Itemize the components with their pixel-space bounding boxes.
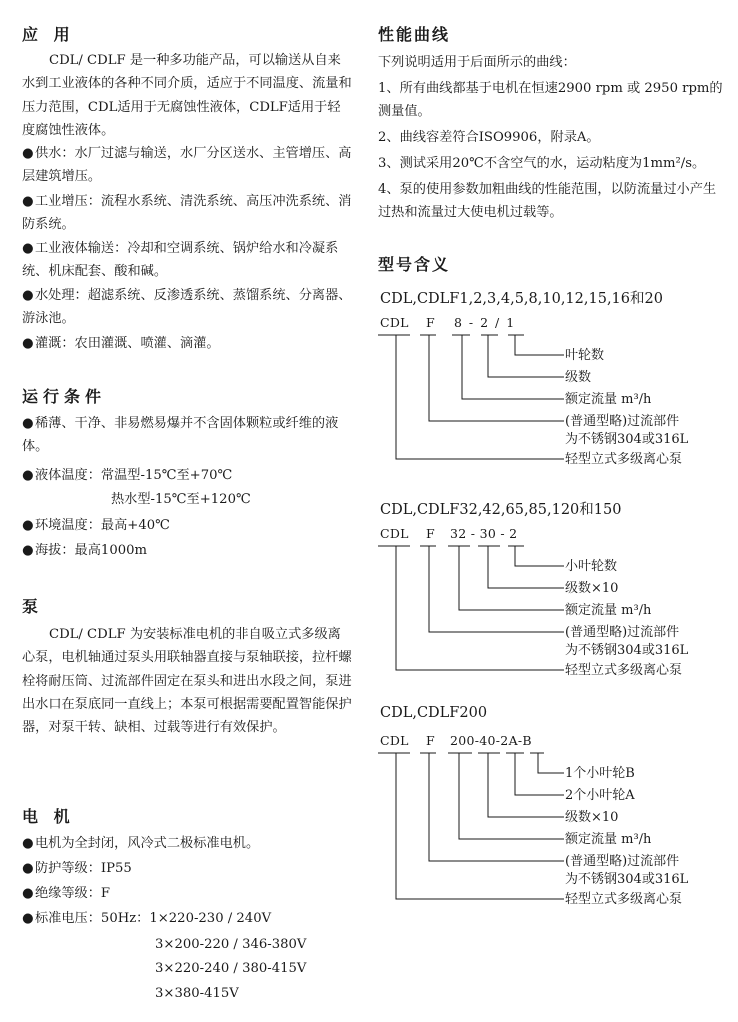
- label-flow: 额定流量 m³/h: [565, 392, 652, 407]
- diagram-title: CDL,CDLF200: [380, 705, 488, 721]
- motor-item: ●电机为全封闭，风冷式二极标准电机。: [22, 836, 260, 851]
- code-material: F: [426, 526, 435, 541]
- label-pump-type: 轻型立式多级离心泵: [565, 663, 683, 678]
- application-item: ●灌溉：农田灌溉、喷灌、滴灌。: [22, 336, 220, 351]
- conditions-item: ●环境温度：最高+40℃: [22, 518, 170, 533]
- label-stages: 级数×10: [565, 581, 619, 596]
- label-impellers: 叶轮数: [565, 348, 605, 363]
- label-stages: 级数×10: [565, 810, 619, 825]
- code-material: F: [426, 733, 435, 748]
- label-material-2: 为不锈钢304或316L: [565, 643, 689, 658]
- model-diagram: [378, 705, 723, 915]
- motor-voltage: 3×380-415V: [155, 986, 239, 1001]
- motor-voltage: 3×220-240 / 380-415V: [155, 961, 307, 976]
- motor-item: ●绝缘等级：F: [22, 886, 111, 901]
- label-material-2: 为不锈钢304或316L: [565, 432, 689, 447]
- label-small-impeller-a: 2个小叶轮A: [565, 788, 635, 803]
- label-small-impeller-b: 1个小叶轮B: [565, 766, 635, 781]
- motor-heading: 电 机: [22, 807, 75, 826]
- pump-heading: 泵: [22, 597, 44, 616]
- application-item: ●水处理：超滤系统、反渗透系统、蒸馏系统、分离器、游泳池。: [22, 288, 352, 327]
- curves-item: 3、测试采用20℃不含空气的水，运动粘度为1mm²/s。: [378, 156, 706, 171]
- label-small-impellers: 小叶轮数: [565, 559, 618, 574]
- label-pump-type: 轻型立式多级离心泵: [565, 892, 683, 907]
- model-diagram: [378, 287, 723, 467]
- label-material-2: 为不锈钢304或316L: [565, 872, 689, 887]
- label-material: (普通型略)过流部件: [565, 625, 680, 640]
- label-flow: 额定流量 m³/h: [565, 832, 652, 847]
- application-item: ●供水：水厂过滤与输送，水厂分区送水、主管增压、高层建筑增压。: [22, 146, 352, 185]
- label-pump-type: 轻型立式多级离心泵: [565, 452, 683, 467]
- label-flow: 额定流量 m³/h: [565, 603, 652, 618]
- curves-item: 2、曲线容差符合ISO9906，附录A。: [378, 130, 600, 145]
- label-material: (普通型略)过流部件: [565, 854, 680, 869]
- code-series: CDL: [380, 315, 409, 330]
- application-intro: CDL/ CDLF 是一种多功能产品，可以输送从自来水到工业液体的各种不同介质，适应于不同温度、流量和压力范围，CDL适用于无腐蚀性液体，CDLF适用于轻度腐蚀性液体。: [22, 53, 352, 138]
- conditions-item: ●海拔：最高1000m: [22, 543, 148, 558]
- curves-item: 1、所有曲线都基于电机在恒速2900 rpm 或 2950 rpm的测量值。: [378, 81, 723, 120]
- curves-intro: 下列说明适用于后面所示的曲线：: [378, 55, 576, 70]
- model-diagram: [378, 498, 723, 678]
- application-item: ●工业增压：流程水系统、清洗系统、高压冲洗系统、消防系统。: [22, 194, 352, 233]
- label-stages: 级数: [565, 370, 592, 385]
- conditions-item: 热水型-15℃至+120℃: [111, 492, 251, 507]
- model-heading: 型号含义: [378, 255, 451, 274]
- diagram-title: CDL,CDLF32,42,65,85,120和150: [380, 502, 622, 518]
- code-series: CDL: [380, 733, 409, 748]
- application-item: ●工业液体输送：冷却和空调系统、锅炉给水和冷凝系统、机床配套、酸和碱。: [22, 241, 339, 280]
- pump-text: CDL/ CDLF 为安装标准电机的非自吸立式多级离心泵，电机轴通过泵头用联轴器直接与泵轴联接，拉杆螺栓将耐压筒、过流部件固定在泵头和进出水段之间，泵进出水口在泵底同一直线上；本泵可根据需要配置智能保护器，对泵干转、缺相、过载等进行有效保护。: [22, 627, 352, 736]
- label-material: (普通型略)过流部件: [565, 414, 680, 429]
- code-flow-stages: 8 - 2 / 1: [454, 315, 516, 330]
- conditions-heading: 运行条件: [22, 387, 107, 406]
- code-material: F: [426, 315, 435, 330]
- curves-heading: 性能曲线: [378, 25, 451, 44]
- motor-item: ●标准电压：50Hz：1×220-230 / 240V: [22, 911, 272, 926]
- code-flow-stages: 32 - 30 - 2: [450, 526, 518, 541]
- curves-item: 4、泵的使用参数加粗曲线的性能范围，以防流量过小产生过热和流量过大使电机过载等。: [378, 182, 717, 221]
- code-flow-stages: 200-40-2A-B: [450, 733, 532, 748]
- conditions-item: ●稀薄、干净、非易燃易爆并不含固体颗粒或纤维的液体。: [22, 416, 339, 455]
- application-heading: 应 用: [22, 25, 75, 44]
- motor-voltage: 3×200-220 / 346-380V: [155, 937, 307, 952]
- conditions-item: ●液体温度：常温型-15℃至+70℃: [22, 468, 233, 483]
- diagram-title: CDL,CDLF1,2,3,4,5,8,10,12,15,16和20: [380, 291, 663, 307]
- code-series: CDL: [380, 526, 409, 541]
- motor-item: ●防护等级：IP55: [22, 861, 132, 876]
